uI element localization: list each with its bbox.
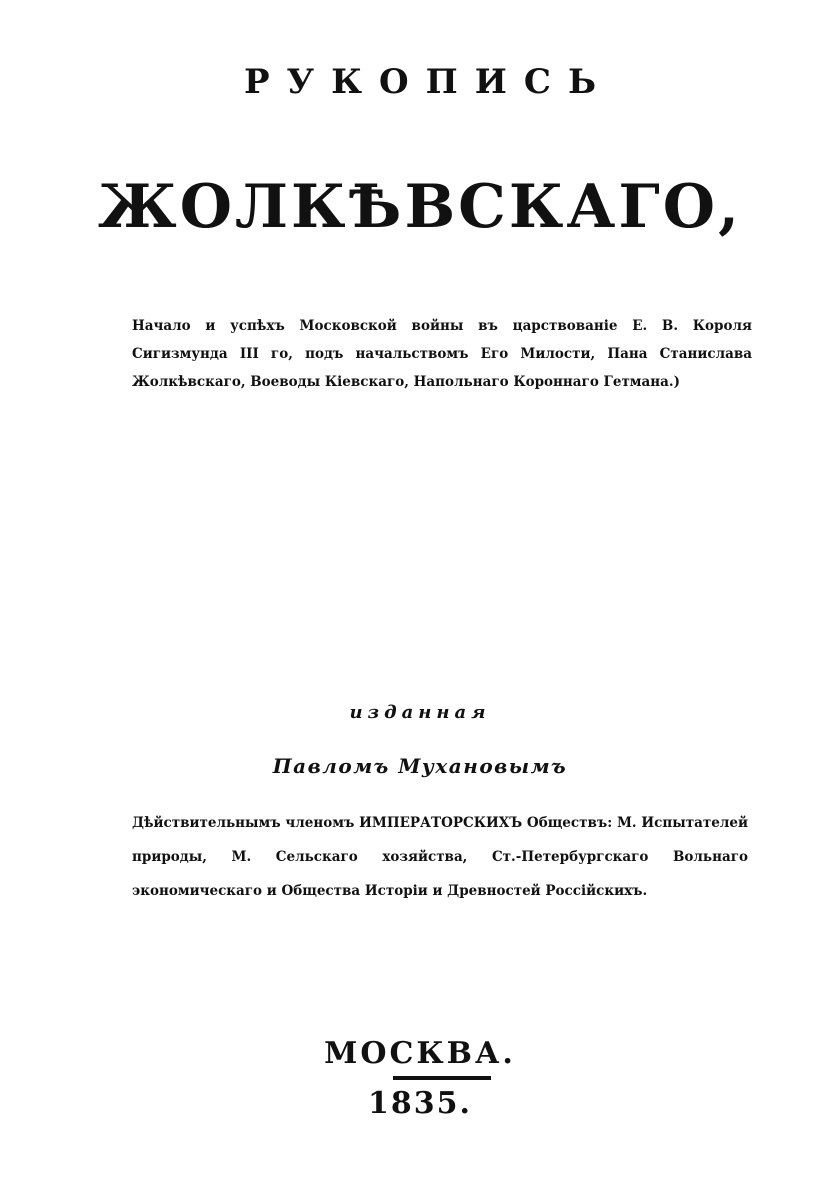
publication-year: 1835. [368,1086,472,1121]
published-label: изданная [349,702,491,723]
subtitle: Начало и успѣхъ Московской войны въ царствованіе Е. В. Короля Сигизмунда III го, подъ начальствомъ Его Милости, Пана Станислава Жолкѣвскаго, Воеводы Кіевскаго, Напольнаго Короннаго Гетмана.) [132,318,752,390]
author-name: Павломъ Мухановымъ [272,754,568,778]
divider-rule [393,1076,491,1080]
publication-city: МОСКВА. [324,1036,516,1071]
title-main: ЖОЛКѢВСКАГО, [98,172,742,242]
author-membership: Дѣйствительнымъ членомъ ИМПЕРАТОРСКИХЪ Обществъ: М. Испытателей природы, М. Сельскаго хозяйства, Ст.-Петербургскаго Вольнаго экономическаго и Общества Исторіи и Древностей Россійскихъ. [132,815,748,899]
title-top: РУКОПИСЬ [243,62,614,102]
